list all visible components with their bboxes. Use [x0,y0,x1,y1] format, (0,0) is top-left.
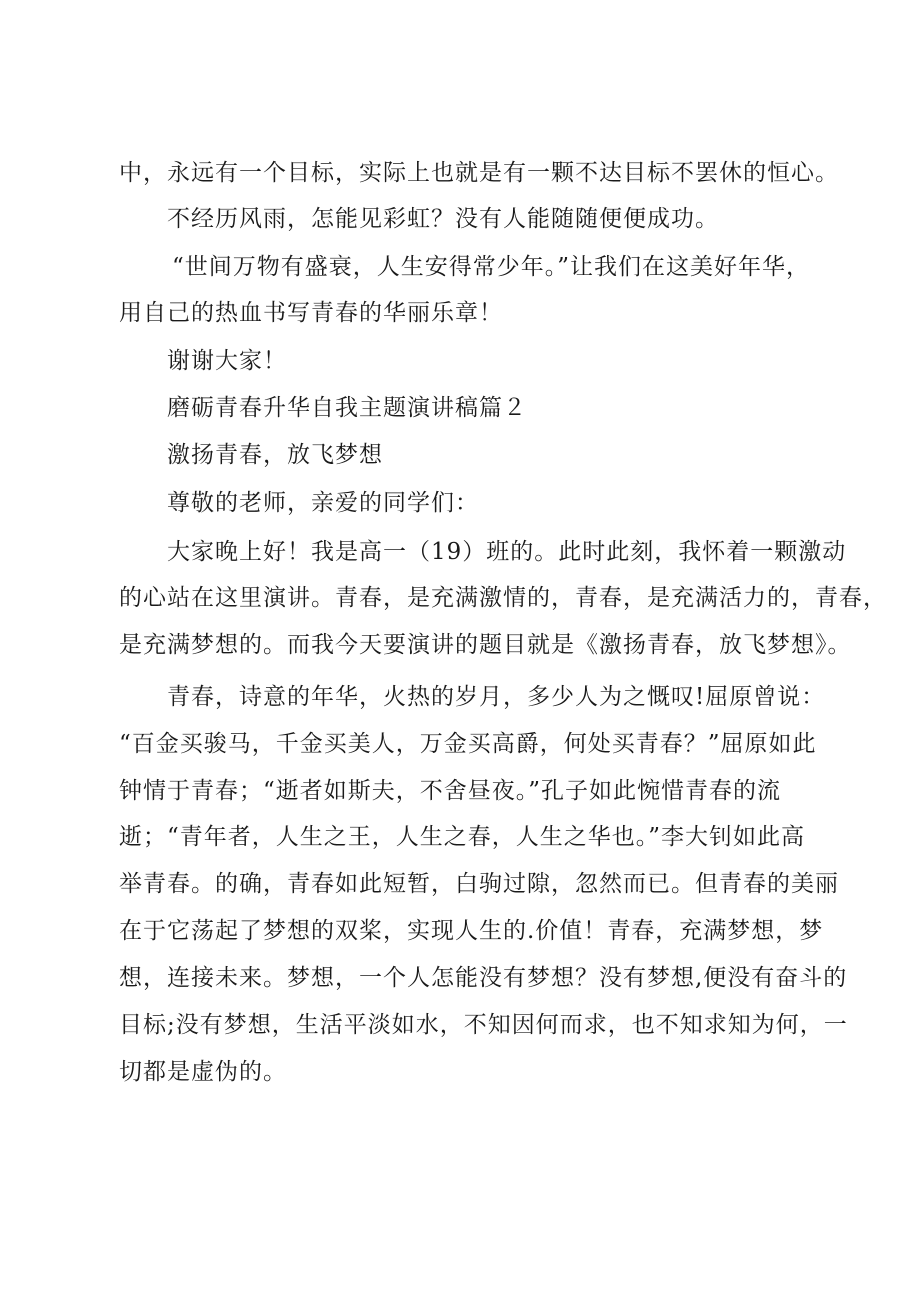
text-line: 目标;没有梦想，生活平淡如水，不知因何而求，也不知求知为何，一 [119,1012,848,1038]
text-line: 切都是虚伪的。 [119,1059,287,1085]
text-line: 大家晚上好！我是高一（19）班的。此时此刻，我怀着一颗激动 [167,539,847,565]
text-line: 青春，诗意的年华，火热的岁月，多少人为之慨叹!屈原曾说： [167,684,826,710]
text-line: 在于它荡起了梦想的双桨，实现人生的.价值！青春，充满梦想，梦 [119,918,824,944]
text-line: “世间万物有盛衰，人生安得常少年。”让我们在这美好年华， [172,254,811,280]
text-line: 不经历风雨，怎能见彩虹？没有人能随随便便成功。 [167,206,719,232]
text-line: 钟情于青春；“逝者如斯夫，不舍昼夜。”孔子如此惋惜青春的流 [119,778,782,804]
text-line: 用自己的热血书写青春的华丽乐章！ [119,300,503,326]
text-line: 谢谢大家！ [167,348,287,374]
text-line: 的心站在这里演讲。青春，是充满激情的，青春，是充满活力的，青春， [119,585,887,611]
speech-title: 激扬青春，放飞梦想 [167,442,383,468]
salutation: 尊敬的老师，亲爱的同学们： [167,490,479,516]
text-line: 想，连接未来。梦想，一个人怎能没有梦想？没有梦想,便没有奋斗的 [119,965,848,991]
text-line: 中，永远有一个目标，实际上也就是有一颗不达目标不罢休的恒心。 [119,160,839,186]
text-line: 是充满梦想的。而我今天要演讲的题目就是《激扬青春，放飞梦想》。 [119,632,852,658]
section-title: 磨砺青春升华自我主题演讲稿篇２ [167,395,527,421]
text-line: 逝；“青年者，人生之王，人生之春，人生之华也。”李大钊如此高 [119,824,806,850]
text-line: “百金买骏马，千金买美人，万金买高爵，何处买青春？”屈原如此 [119,731,817,757]
text-line: 举青春。的确，青春如此短暂，白驹过隙，忽然而已。但青春的美丽 [119,871,839,897]
